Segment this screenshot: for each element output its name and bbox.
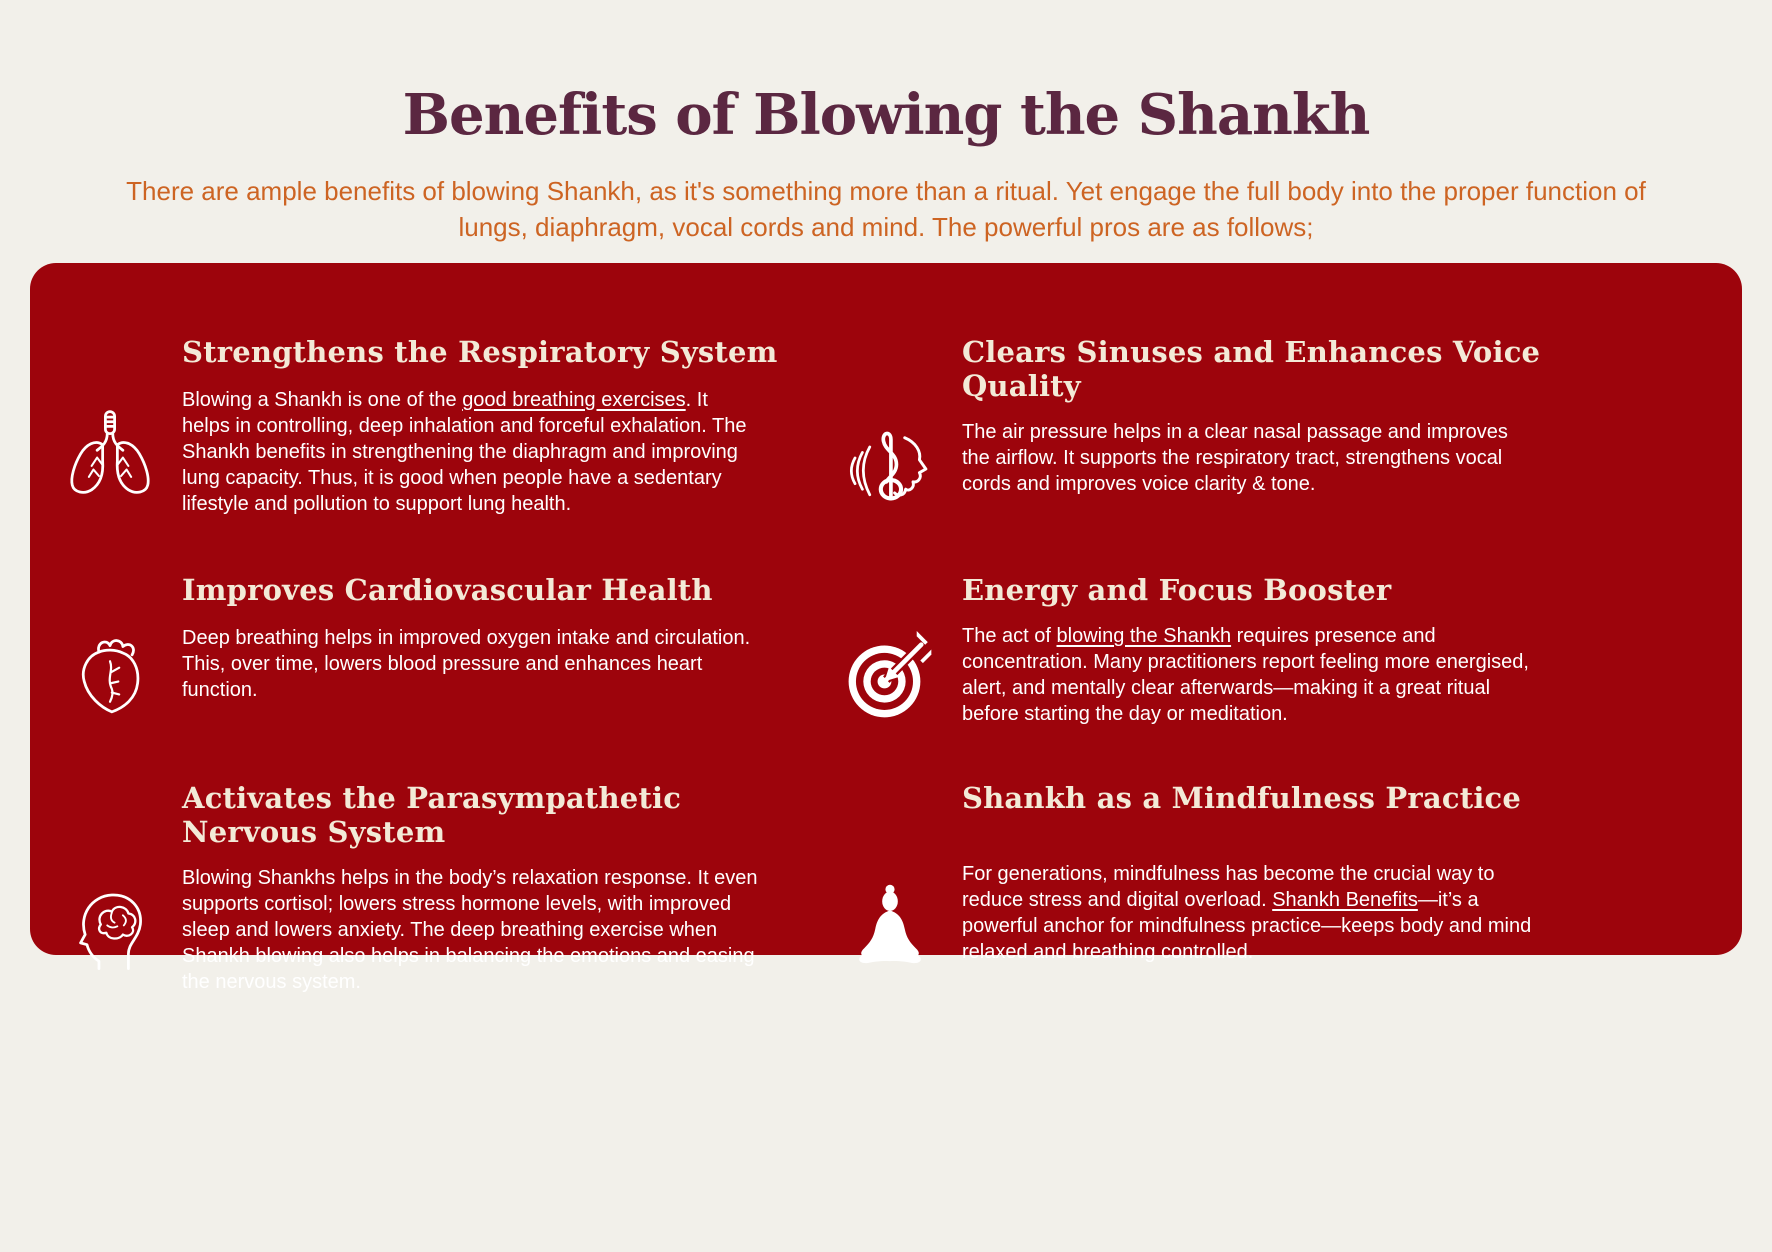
blowing-the-shankh-link[interactable]: blowing the Shankh — [1056, 625, 1232, 647]
section-parasympathetic — [60, 781, 810, 995]
section-title: Activates the Parasympathetic Nervous System — [182, 781, 682, 849]
meditation-icon — [844, 878, 936, 978]
section-body — [962, 419, 1540, 519]
lungs-icon — [64, 403, 156, 503]
body-text: . It helps in controlling, deep inhalation and forceful exhalation. The Shankh benefits in strengthening the diaphragm and improving lung capacity. Thus, it is good when people have a sedentary lifestyle and pollution to support lung health. — [182, 389, 747, 515]
benefits-grid — [60, 335, 1702, 995]
body-text: Blowing a Shankh is one of the — [182, 389, 463, 411]
section-voice — [840, 335, 1590, 519]
section-mindfulness — [840, 781, 1590, 995]
heart-icon — [64, 626, 156, 726]
target-icon — [844, 625, 936, 725]
section-title: Energy and Focus Booster — [962, 573, 1392, 607]
body-text: For generations, mindfulness has become the crucial way to reduce stress and digital overload. — [962, 863, 1495, 911]
body-text: The act of — [962, 625, 1057, 647]
section-title: Strengthens the Respiratory System — [182, 335, 778, 369]
section-body — [182, 625, 760, 727]
section-body — [962, 861, 1540, 995]
body-text: The air pressure helps in a clear nasal passage and improves the airflow. It supports the respiratory tract, strengthens vocal cords and improves voice clarity & tone. — [962, 421, 1508, 495]
body-text: Deep breathing helps in improved oxygen intake and circulation. This, over time, lowers blood pressure and enhances heart function. — [182, 627, 751, 701]
voice-clef-icon — [844, 419, 936, 519]
section-title: Clears Sinuses and Enhances Voice Quality — [962, 335, 1541, 403]
section-body — [962, 623, 1540, 727]
section-title: Shankh as a Mindfulness Practice — [962, 781, 1522, 815]
body-text: Blowing Shankhs helps in the body’s relaxation response. It even supports cortisol; lowers stress hormone levels, with improved sleep and lowers anxiety. The deep breathing exercise when Shankh blowing also helps in balancing the emotions and easing the nervous system. — [182, 867, 758, 993]
section-title: Improves Cardiovascular Health — [182, 573, 713, 607]
section-body — [182, 865, 760, 995]
section-body — [182, 387, 760, 519]
body-text: —it’s a powerful anchor for mindfulness practice—keeps body and mind relaxed and breathing controlled. — [962, 889, 1532, 963]
section-energy-focus — [840, 573, 1590, 727]
brain-head-icon — [64, 880, 156, 980]
body-text: requires presence and concentration. Many practitioners report feeling more energised, alert, and mentally clear afterwards—making it a great ritual before starting the day or meditation. — [962, 625, 1529, 725]
page-subtitle: There are ample benefits of blowing Shankh, as it's something more than a ritual. Yet engage the full body into the proper function of lungs, diaphragm, vocal cords and mind. The powerful pros are as follows; — [126, 176, 1646, 242]
good-breathing-exercises-link[interactable]: good breathing exercises — [462, 389, 686, 411]
benefits-panel — [30, 263, 1742, 993]
shankh-benefits-link[interactable]: Shankh Benefits — [1272, 889, 1418, 911]
page-title: Benefits of Blowing the Shankh — [402, 82, 1370, 148]
section-cardiovascular — [60, 573, 810, 727]
section-respiratory — [60, 335, 810, 519]
